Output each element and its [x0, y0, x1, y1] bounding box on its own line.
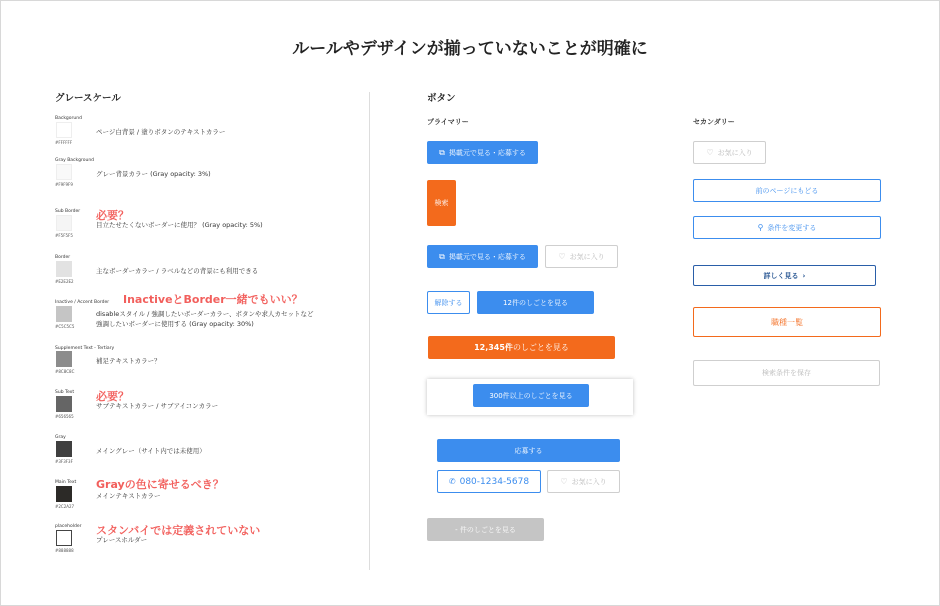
unsubscribe-label: 解除する: [434, 298, 463, 307]
color-swatch: [56, 164, 72, 180]
chevron-right-icon: ›: [802, 271, 806, 280]
swatch-description: プレースホルダー: [96, 536, 148, 544]
save-search-button[interactable]: [693, 360, 880, 386]
swatch-hex: #8C8C8C: [55, 369, 75, 374]
phone-button[interactable]: [437, 470, 541, 493]
primary-heading: プライマリー: [427, 118, 469, 126]
apply-button[interactable]: [437, 439, 620, 462]
note-sub-text: 必要？: [96, 390, 129, 403]
swatch-name: Sub Border: [55, 209, 81, 214]
view-jobs-disabled-label: - 件のしごとを見る: [455, 525, 516, 534]
search-button[interactable]: [427, 180, 456, 226]
color-swatch: [56, 122, 72, 138]
swatch-description: メインテキストカラー: [96, 492, 161, 500]
color-swatch: [56, 261, 72, 277]
change-conditions-label: 条件を変更する: [767, 223, 817, 232]
unsubscribe-button[interactable]: [427, 291, 470, 314]
column-divider: [369, 92, 370, 570]
swatch-hex: #888888: [55, 548, 74, 553]
swatch-name: Main Text: [55, 480, 77, 485]
swatch-name: Border: [55, 255, 71, 260]
swatch-hex: #F5F5F5: [55, 233, 73, 238]
swatch-hex: #E2E2E2: [55, 279, 74, 284]
buttons-heading: ボタン: [427, 93, 456, 104]
apply-external-button-2[interactable]: [427, 245, 538, 268]
phone-icon: ✆: [448, 476, 456, 486]
favorite-label-2: お気に入り: [571, 477, 607, 486]
grayscale-heading: グレースケール: [55, 93, 121, 104]
swatch-hex: #2C2A27: [55, 504, 75, 509]
swatch-hex: #C5C5C5: [55, 324, 75, 329]
favorite-button-2[interactable]: [547, 470, 620, 493]
phone-label: 080-1234-5678: [459, 476, 530, 487]
page-title: ルールやデザインが揃っていないことが明確に: [292, 39, 648, 59]
swatch-description-2: 強調したいボーダーに使用する (Gray opacity: 30%): [96, 320, 254, 328]
swatch-hex: #FFFFFF: [55, 140, 73, 145]
note-sub-border: 必要？: [96, 209, 129, 222]
external-link-icon: ⧉: [439, 251, 445, 261]
color-swatch: [56, 396, 72, 412]
swatch-description: disableスタイル / 強調したいボーダーカラー、ボタンや求人カセットなど: [96, 310, 314, 318]
apply-external-label: 掲載元で見る・応募する: [448, 148, 526, 157]
color-swatch: [56, 351, 72, 367]
apply-external-button[interactable]: [427, 141, 538, 164]
apply-external-label-2: 掲載元で見る・応募する: [448, 252, 526, 261]
color-swatch: [56, 530, 72, 546]
swatch-description: サブテキストカラー / サブアイコンカラー: [96, 402, 219, 410]
swatch-name: placeholder: [55, 524, 82, 529]
swatch-hex: #3F3F3F: [55, 459, 73, 464]
job-types-label: 職種一覧: [771, 317, 803, 327]
change-conditions-button[interactable]: [693, 216, 881, 239]
swatch-description: 補足テキストカラー？: [96, 357, 161, 365]
swatch-description: ページ白背景 / 塗りボタンのテキストカラー: [96, 128, 226, 136]
search-label: 検索: [434, 199, 449, 207]
view-12-jobs-label: 12件のしごとを見る: [503, 298, 568, 307]
back-label: 前のページにもどる: [755, 186, 819, 195]
secondary-heading: セカンダリー: [693, 118, 735, 126]
external-link-icon: ⧉: [439, 147, 445, 157]
swatch-hex: #656565: [55, 414, 74, 419]
details-label: 詳しく見る: [763, 271, 799, 280]
heart-icon: ♡: [558, 251, 566, 261]
note-placeholder: スタンバイでは定義されていない: [96, 524, 261, 537]
view-12345-jobs-button[interactable]: [428, 336, 615, 359]
swatch-description: グレー背景カラー (Gray opacity: 3%): [96, 170, 211, 178]
swatch-name: Gray Background: [55, 158, 95, 163]
swatch-name: Backgorund: [55, 116, 82, 121]
job-count: 12,345件: [474, 343, 513, 352]
view-12-jobs-button[interactable]: [477, 291, 594, 314]
heart-icon: ♡: [706, 147, 714, 157]
swatch-description: 主なボーダーカラー / ラベルなどの背景にも利用できる: [96, 267, 259, 275]
back-button[interactable]: [693, 179, 881, 202]
view-300-plus-label: 300件以上のしごとを見る: [489, 391, 573, 400]
favorite-label: お気に入り: [569, 252, 605, 261]
note-main-text: Grayの色に寄せるべき？: [96, 478, 224, 491]
color-swatch: [56, 215, 72, 231]
swatch-description: 目立たせたくないボーダーに使用？ (Gray opacity: 5%): [96, 221, 263, 229]
swatch-hex: #F9F9F9: [55, 182, 73, 187]
view-300-plus-button[interactable]: [473, 384, 589, 407]
apply-label: 応募する: [514, 446, 543, 455]
favorite-button[interactable]: [545, 245, 618, 268]
save-search-label: 検索条件を保存: [762, 369, 811, 377]
view-12345-label: のしごとを見る: [512, 343, 569, 352]
swatch-name: Supplement Text・Tertiary: [55, 346, 115, 351]
swatch-name: Gray: [55, 435, 66, 440]
swatch-description: メイングレー（サイト内では未使用）: [96, 447, 206, 455]
color-swatch: [56, 441, 72, 457]
note-inactive: InactiveとBorder一緒でもいい？: [123, 293, 303, 306]
swatch-name: Inactive / Accent Border: [55, 300, 110, 305]
swatch-name: Sub Text: [55, 390, 75, 395]
secondary-favorite-label: お気に入り: [717, 148, 753, 157]
color-swatch: [56, 486, 72, 502]
details-button[interactable]: [693, 265, 876, 286]
view-jobs-disabled-button[interactable]: [427, 518, 544, 541]
search-icon: ⚲: [757, 222, 764, 232]
secondary-favorite-button[interactable]: [693, 141, 766, 164]
heart-icon: ♡: [560, 476, 568, 486]
color-swatch: [56, 306, 72, 322]
job-types-button[interactable]: [693, 307, 881, 337]
